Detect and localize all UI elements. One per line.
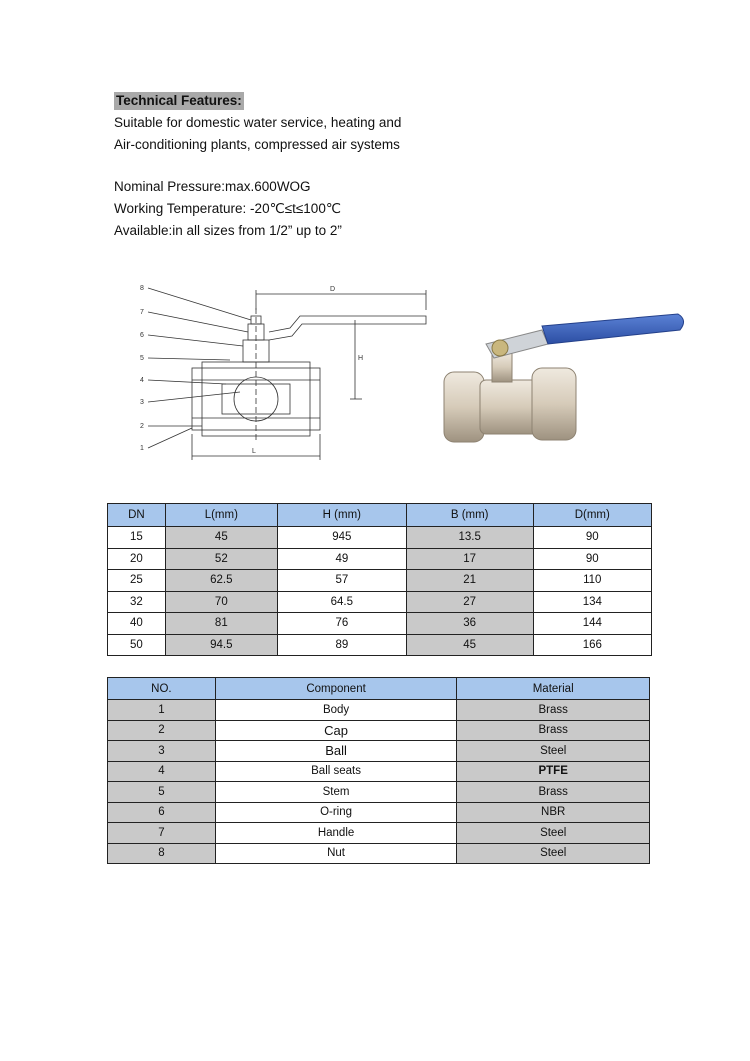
cell: 110 xyxy=(533,570,651,592)
callout-6: 6 xyxy=(140,332,144,339)
table-row xyxy=(108,548,652,570)
cell: 13.5 xyxy=(406,527,533,549)
callout-3: 3 xyxy=(140,399,144,406)
valve-product-photo xyxy=(430,300,695,450)
cell: 166 xyxy=(533,634,651,656)
callout-2: 2 xyxy=(140,423,144,430)
cell: 36 xyxy=(406,613,533,635)
table-row xyxy=(108,823,650,844)
callout-8: 8 xyxy=(140,285,144,292)
cell: 89 xyxy=(277,634,406,656)
valve-handle xyxy=(486,314,684,358)
cell: Stem xyxy=(215,782,457,803)
callout-4: 4 xyxy=(140,377,144,384)
cell: 49 xyxy=(277,548,406,570)
cell: Steel xyxy=(457,843,650,864)
cell: O-ring xyxy=(215,802,457,823)
cell: 144 xyxy=(533,613,651,635)
cell: 57 xyxy=(277,570,406,592)
cell: 90 xyxy=(533,548,651,570)
table-row xyxy=(108,761,650,782)
cell: 90 xyxy=(533,527,651,549)
cell: 5 xyxy=(108,782,216,803)
cell: 8 xyxy=(108,843,216,864)
cell: 27 xyxy=(406,591,533,613)
components-table xyxy=(107,677,650,864)
cell: 134 xyxy=(533,591,651,613)
table-row xyxy=(108,843,650,864)
table-row xyxy=(108,741,650,762)
callout-1: 1 xyxy=(140,445,144,452)
dim-d-label: D xyxy=(330,286,336,293)
cell: 4 xyxy=(108,761,216,782)
header-b: B (mm) xyxy=(406,504,533,527)
callout-7: 7 xyxy=(140,309,144,316)
cell: Brass xyxy=(457,782,650,803)
cell: Ball seats xyxy=(215,761,457,782)
table-row xyxy=(108,720,650,741)
cell: 45 xyxy=(406,634,533,656)
dimensions-header-row xyxy=(108,504,652,527)
feature-spacer xyxy=(114,156,534,176)
technical-features xyxy=(114,90,534,242)
valve-section-drawing xyxy=(130,280,440,465)
cell: 25 xyxy=(108,570,166,592)
dimensions-table xyxy=(107,503,652,656)
cell: Cap xyxy=(215,720,457,741)
header-h: H (mm) xyxy=(277,504,406,527)
feature-line: Working Temperature: -20℃≤t≤100℃ xyxy=(114,201,341,216)
cell: Brass xyxy=(457,720,650,741)
cell: 17 xyxy=(406,548,533,570)
header-dn: DN xyxy=(108,504,166,527)
cell: Ball xyxy=(215,741,457,762)
callout-5: 5 xyxy=(140,355,144,362)
cell: 21 xyxy=(406,570,533,592)
cell: 94.5 xyxy=(165,634,277,656)
table-row xyxy=(108,802,650,823)
cell: 70 xyxy=(165,591,277,613)
cell: 7 xyxy=(108,823,216,844)
cell: Brass xyxy=(457,700,650,721)
features-heading: Technical Features: xyxy=(116,93,242,108)
cell: Handle xyxy=(215,823,457,844)
cell: 6 xyxy=(108,802,216,823)
components-header-row xyxy=(108,678,650,700)
cell: 50 xyxy=(108,634,166,656)
feature-line: Available:in all sizes from 1/2” up to 2” xyxy=(114,223,342,238)
table-row xyxy=(108,570,652,592)
cell: 1 xyxy=(108,700,216,721)
feature-line: Nominal Pressure:max.600WOG xyxy=(114,179,311,194)
header-d: D(mm) xyxy=(533,504,651,527)
cell: 20 xyxy=(108,548,166,570)
handle-nut xyxy=(492,340,508,356)
table-row xyxy=(108,634,652,656)
cell: 3 xyxy=(108,741,216,762)
feature-line: Air-conditioning plants, compressed air systems xyxy=(114,137,400,152)
cell: 2 xyxy=(108,720,216,741)
header-component: Component xyxy=(215,678,457,700)
cell: 62.5 xyxy=(165,570,277,592)
header-no: NO. xyxy=(108,678,216,700)
cell: 945 xyxy=(277,527,406,549)
cell: NBR xyxy=(457,802,650,823)
cell: Steel xyxy=(457,741,650,762)
header-material: Material xyxy=(457,678,650,700)
feature-line: Suitable for domestic water service, heating and xyxy=(114,115,402,130)
table-row xyxy=(108,782,650,803)
header-l: L(mm) xyxy=(165,504,277,527)
cell: 32 xyxy=(108,591,166,613)
cell: Steel xyxy=(457,823,650,844)
table-row xyxy=(108,591,652,613)
cell: 15 xyxy=(108,527,166,549)
cell: 40 xyxy=(108,613,166,635)
cell: 76 xyxy=(277,613,406,635)
table-row xyxy=(108,700,650,721)
cell: Nut xyxy=(215,843,457,864)
table-row xyxy=(108,527,652,549)
cell: PTFE xyxy=(457,761,650,782)
dim-l-label: L xyxy=(252,448,256,455)
table-row xyxy=(108,613,652,635)
dim-h-label: H xyxy=(358,355,364,362)
cell: Body xyxy=(215,700,457,721)
cell: 81 xyxy=(165,613,277,635)
cell: 52 xyxy=(165,548,277,570)
cell: 45 xyxy=(165,527,277,549)
valve-body xyxy=(444,352,576,442)
cell: 64.5 xyxy=(277,591,406,613)
